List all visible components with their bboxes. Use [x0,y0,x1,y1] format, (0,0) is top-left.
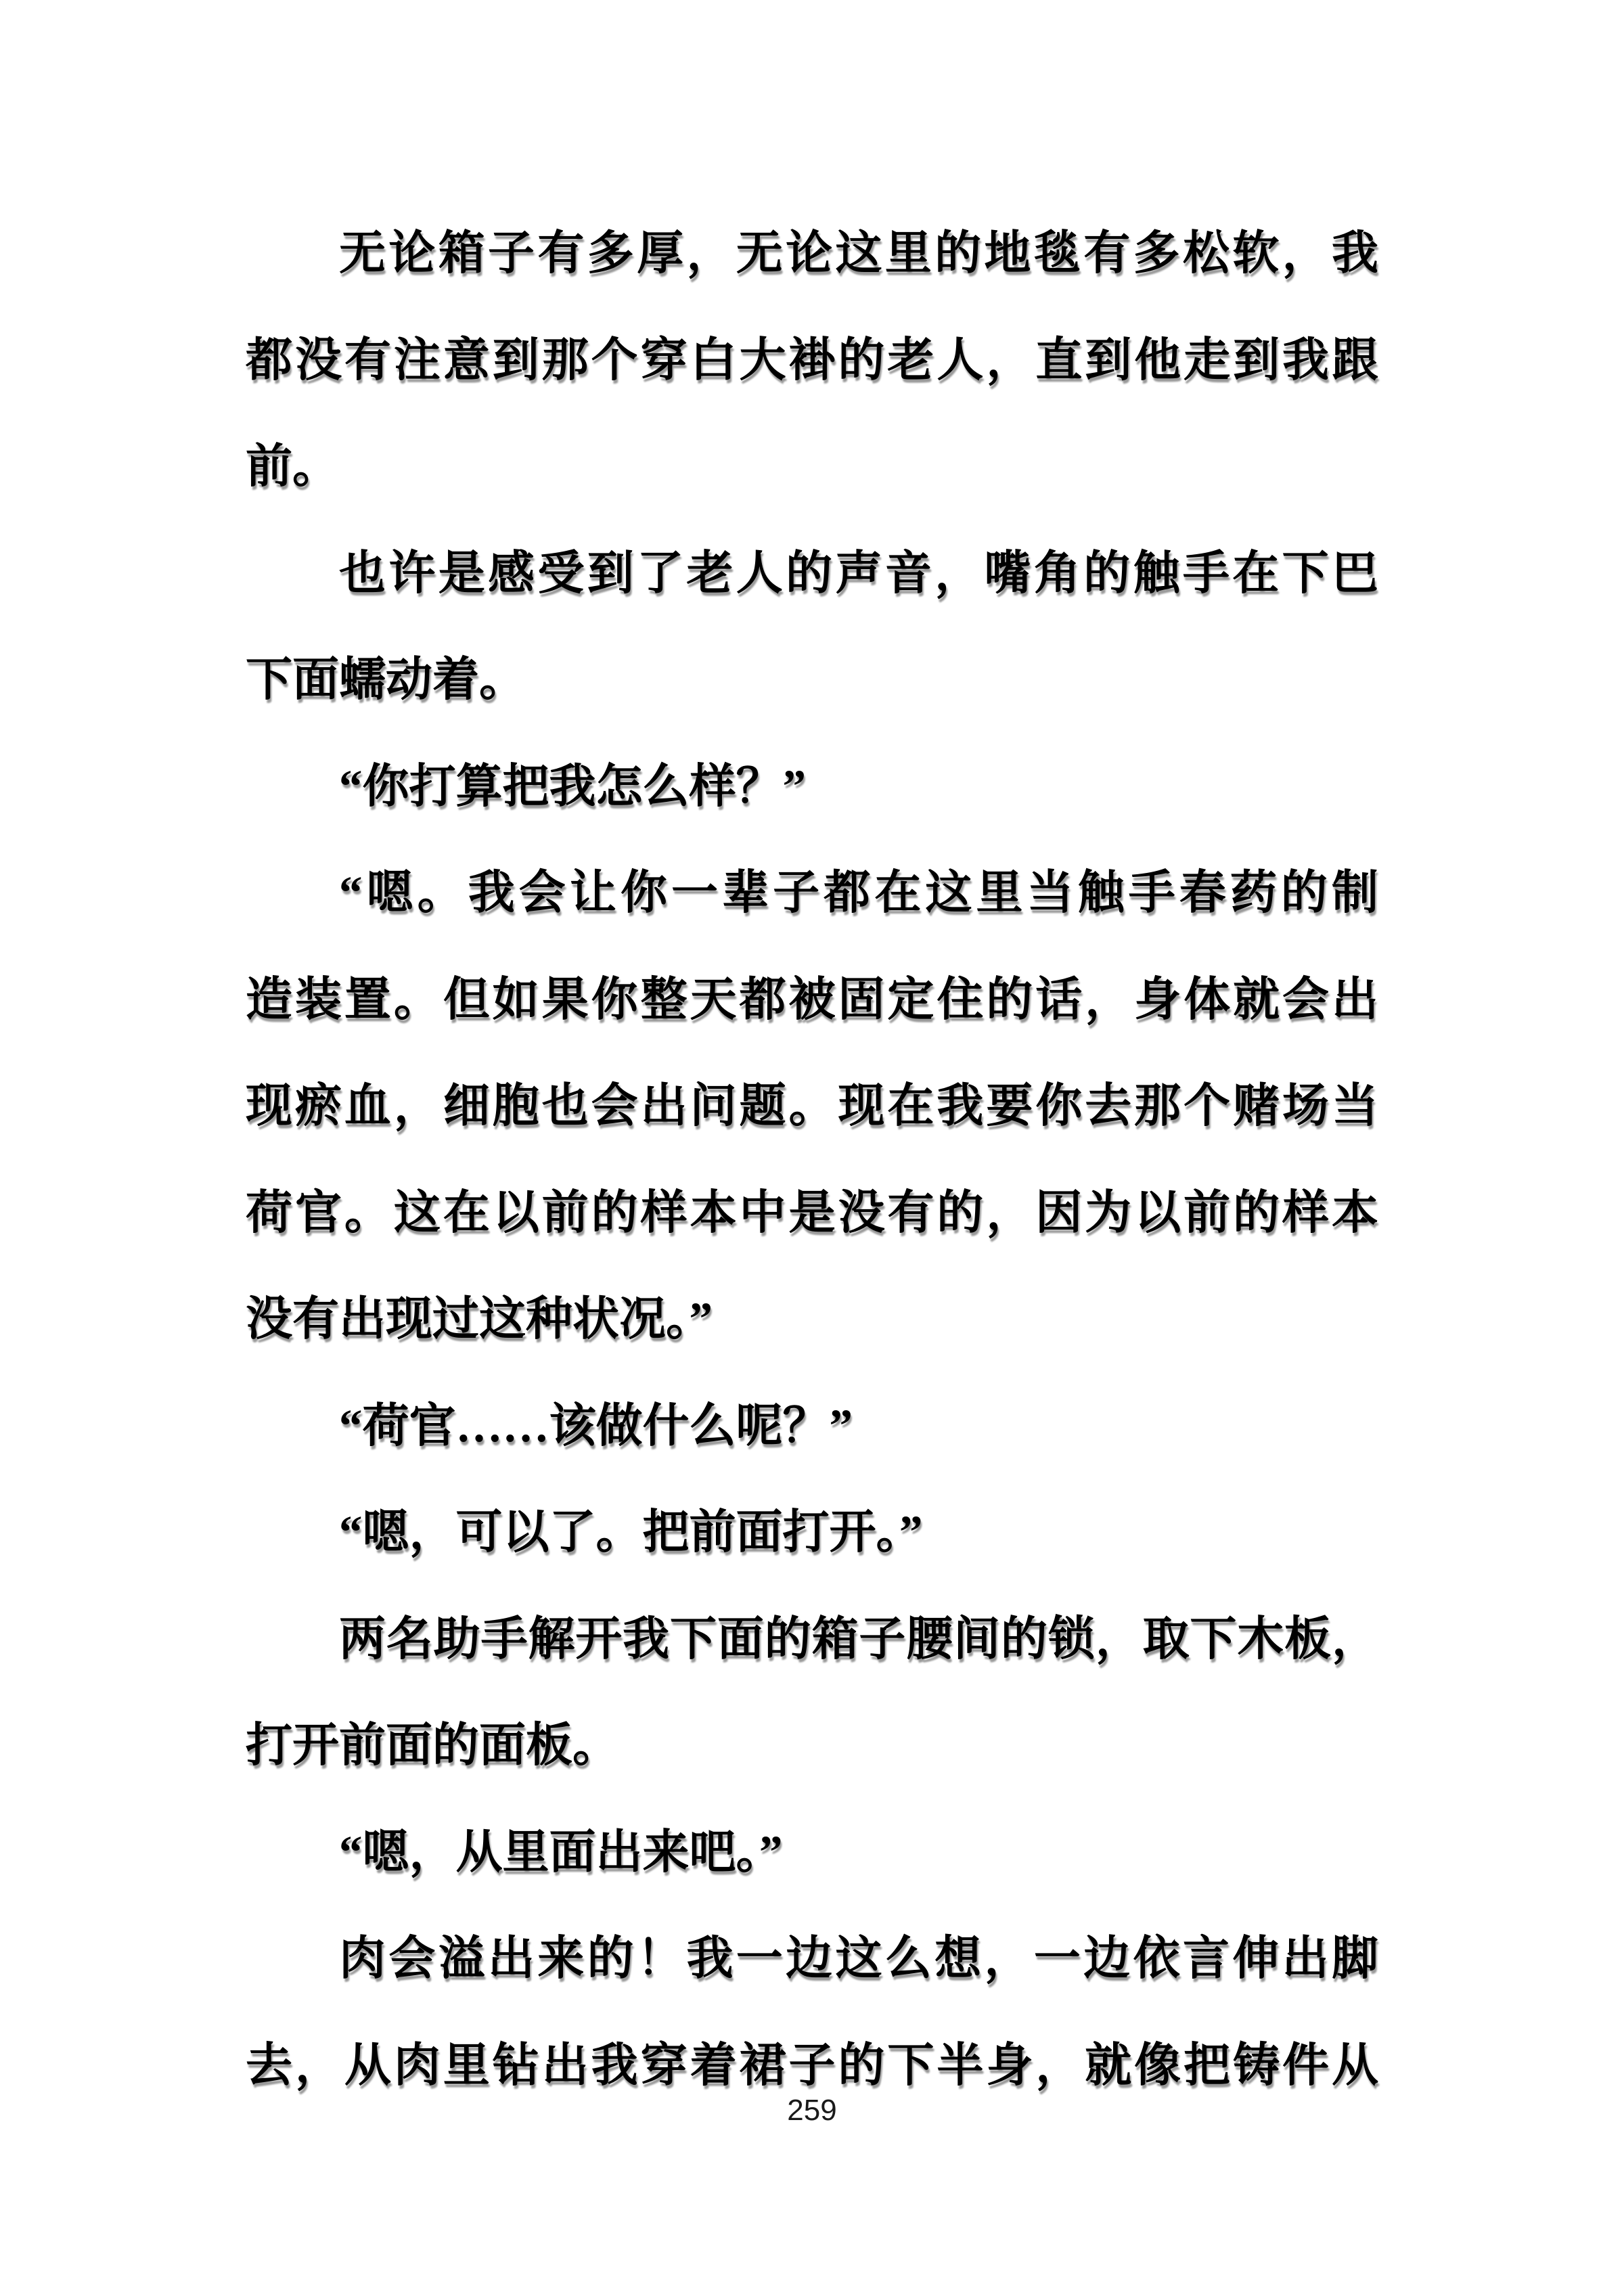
text-line: “你打算把我怎么样？” [339,760,806,812]
text-line: “嗯。我会让你一辈子都在这里当触手春药的制 [339,867,1378,918]
page-number: 259 [787,2094,837,2127]
text-line: 两名助手解开我下面的箱子腰间的锁，取下木板， [339,1613,1378,1665]
text-line: 没有出现过这种状况。” [246,1293,713,1345]
text-line: 现瘀血，细胞也会出问题。现在我要你去那个赌场当 [246,1080,1378,1131]
text-line: 下面蠕动着。 [246,654,526,705]
page-text-block [246,200,1378,2119]
text-line: “荷官……该做什么呢？” [339,1399,853,1451]
text-line: 荷官。这在以前的样本中是没有的，因为以前的样本 [246,1186,1378,1238]
text-line: 打开前面的面板。 [246,1719,619,1771]
text-line: 前。 [246,441,339,492]
text-line: 去，从肉里钻出我穿着裙子的下半身，就像把铸件从 [246,2039,1378,2091]
text-line: 都没有注意到那个穿白大褂的老人，直到他走到我跟 [246,334,1378,386]
text-line: “嗯，可以了。把前面打开。” [339,1506,923,1558]
text-line: 也许是感受到了老人的声音，嘴角的触手在下巴 [339,547,1378,599]
text-line: 肉会溢出来的！我一边这么想，一边依言伸出脚 [339,1933,1378,1984]
text-line: 造装置。但如果你整天都被固定住的话，身体就会出 [246,973,1378,1025]
text-line: 无论箱子有多厚，无论这里的地毯有多松软，我 [339,227,1378,279]
text-line: “嗯，从里面出来吧。” [339,1826,783,1878]
